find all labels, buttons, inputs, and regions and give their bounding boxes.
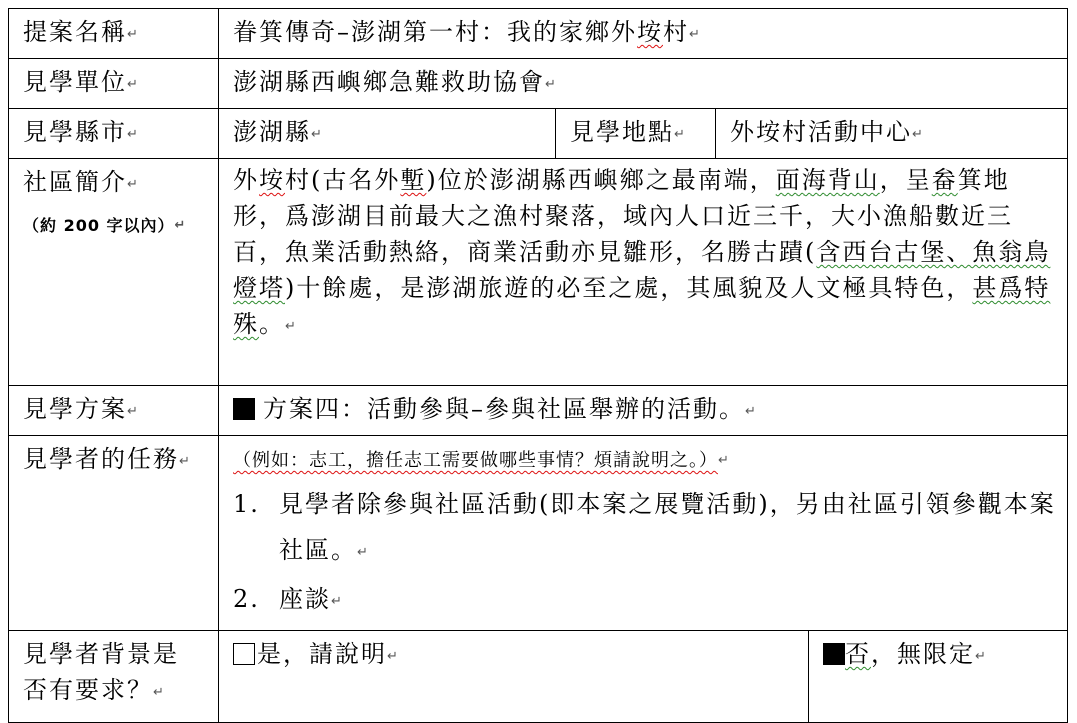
task-item-number: 2. (233, 585, 260, 613)
proposal-name-value-part1: 眷箕傳奇–澎湖第一村：我的家鄉外 (233, 18, 637, 46)
background-yes-checkbox[interactable] (233, 643, 255, 665)
place-value: 外垵村活動中心 (730, 118, 912, 146)
intro-text-flag-2: 塹 (400, 166, 427, 194)
intro-text-7: 。 (259, 310, 285, 338)
task-item-text-1: 見學者除參與社區活動(即本案之展覽活動)，另由社區引領參觀本案社區。 (279, 490, 1056, 564)
task-hint (233, 441, 1059, 481)
paragraph-mark: ↵ (975, 649, 986, 664)
background-label-line1: 見學者背景是 (23, 640, 179, 668)
intro-text-cell[interactable] (219, 159, 1068, 386)
intro-text-2: 村(古名外 (285, 166, 401, 194)
proposal-name-value-cell[interactable] (219, 9, 1068, 59)
intro-length-note (23, 211, 210, 241)
paragraph-mark: ↵ (127, 27, 138, 42)
plan-label: 見學方案 (23, 395, 127, 423)
row-county (9, 109, 1068, 159)
intro-text-flag-6: 甚爲特殊 (233, 274, 1051, 338)
task-item-number: 1. (233, 490, 260, 518)
proposal-name-label-cell (9, 9, 219, 59)
proposal-name-value-flagged: 垵 (637, 18, 663, 46)
row-plan (9, 386, 1068, 436)
background-no-flagged: 否 (845, 640, 871, 668)
task-label-cell (9, 436, 219, 631)
paragraph-mark: ↵ (357, 545, 368, 560)
background-label-line2: 否有要求？ (23, 676, 153, 704)
intro-text-3: )位於澎湖縣西嶼鄉之最南端， (426, 166, 776, 194)
row-proposal-name (9, 9, 1068, 59)
task-item-text-2: 座談 (279, 585, 331, 613)
intro-text-flag-3: 面海背山 (775, 166, 880, 194)
proposal-name-label: 提案名稱 (23, 18, 127, 46)
intro-text-1: 外 (233, 166, 259, 194)
place-label-cell (556, 109, 716, 159)
paragraph-mark: ↵ (285, 319, 296, 334)
task-item-text (279, 576, 1059, 625)
background-label-line2-wrap (23, 672, 210, 711)
task-hint-text: （例如：志工，擔任志工需要做哪些事情？煩請說明之。） (233, 450, 718, 471)
county-value-cell[interactable] (219, 109, 556, 159)
proposal-form-table (8, 8, 1068, 723)
background-no-text: ，無限定 (871, 640, 975, 668)
unit-value: 澎湖縣西嶼鄉急難救助協會 (233, 68, 545, 96)
paragraph-mark: ↵ (545, 77, 556, 92)
place-value-cell[interactable] (716, 109, 1068, 159)
intro-text-4: ，呈 (879, 166, 932, 194)
intro-label: 社區簡介 (23, 168, 127, 196)
unit-label-cell (9, 59, 219, 109)
paragraph-mark: ↵ (674, 127, 685, 142)
intro-length-note-text: （約 200 字以內） (23, 216, 175, 235)
intro-text-flag-1: 垵 (259, 166, 285, 194)
county-label-cell (9, 109, 219, 159)
background-yes-cell[interactable] (219, 631, 809, 723)
task-value-cell[interactable] (219, 436, 1068, 631)
plan-value-cell[interactable] (219, 386, 1068, 436)
paragraph-mark: ↵ (153, 685, 164, 700)
intro-label-cell (9, 159, 219, 386)
paragraph-mark: ↵ (689, 27, 700, 42)
paragraph-mark: ↵ (127, 404, 138, 419)
background-no-checkbox[interactable] (823, 643, 845, 665)
paragraph-mark: ↵ (127, 77, 138, 92)
plan-label-cell (9, 386, 219, 436)
plan-checked-checkbox[interactable] (233, 398, 255, 420)
paragraph-mark: ↵ (387, 649, 398, 664)
intro-text-flag-5: 含西台古堡、魚翁鳥燈塔 (233, 238, 1051, 302)
task-list-item (233, 576, 1059, 625)
unit-value-cell[interactable] (219, 59, 1068, 109)
paragraph-mark: ↵ (174, 218, 186, 233)
task-item-text (279, 481, 1059, 576)
paragraph-mark: ↵ (745, 404, 756, 419)
intro-text-flag-4: 畚 (931, 166, 958, 194)
unit-label: 見學單位 (23, 68, 127, 96)
background-yes-text: 是，請說明 (257, 640, 387, 668)
paragraph-mark: ↵ (127, 127, 138, 142)
row-unit (9, 59, 1068, 109)
plan-value: 方案四：活動參與–參與社區舉辦的活動。 (263, 395, 745, 423)
row-task (9, 436, 1068, 631)
paragraph-mark: ↵ (179, 454, 190, 469)
county-label: 見學縣市 (23, 118, 127, 146)
paragraph-mark: ↵ (912, 127, 923, 142)
intro-text-6: )十餘處，是澎湖旅遊的必至之處，其風貌及人文極具特色， (285, 274, 973, 302)
paragraph-mark: ↵ (718, 453, 729, 468)
row-intro (9, 159, 1068, 386)
task-list-item (233, 481, 1059, 576)
county-value: 澎湖縣 (233, 118, 311, 146)
background-no-cell[interactable] (809, 631, 1068, 723)
task-list (233, 481, 1059, 625)
task-label: 見學者的任務 (23, 445, 179, 473)
proposal-name-value-part2: 村 (663, 18, 689, 46)
paragraph-mark: ↵ (127, 177, 138, 192)
background-label-cell (9, 631, 219, 723)
paragraph-mark: ↵ (311, 127, 322, 142)
row-background (9, 631, 1068, 723)
intro-text-5: 箕地形，爲澎湖目前最大之漁村聚落，域內人口近三千，大小漁船數近三百，魚業活動熱絡，商業活動亦見雛形，名勝古蹟( (233, 166, 1013, 266)
place-label: 見學地點 (570, 118, 674, 146)
paragraph-mark: ↵ (331, 594, 342, 609)
